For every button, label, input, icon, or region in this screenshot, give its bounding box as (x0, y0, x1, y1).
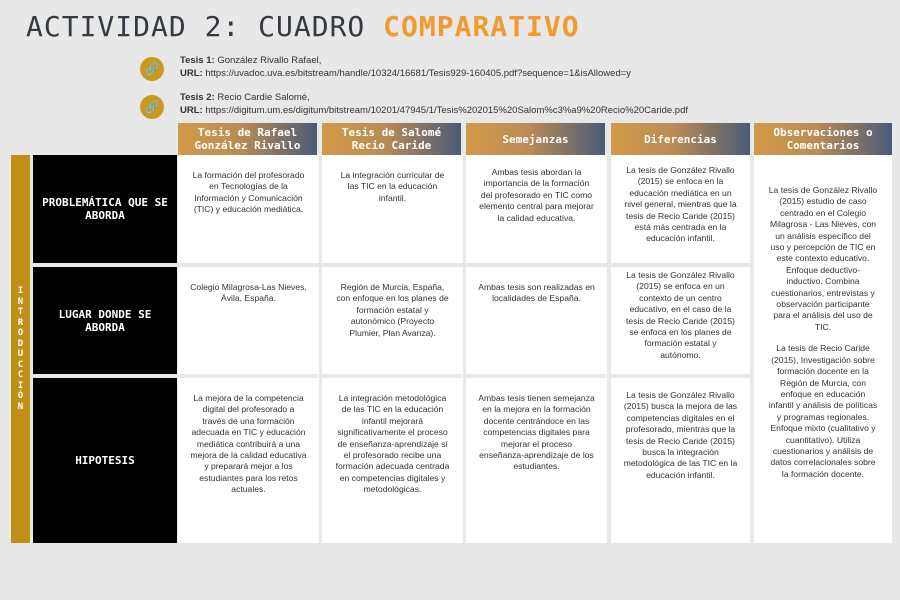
section-label-letter: C (17, 370, 24, 380)
column-header-observations: Observaciones o Comentarios (754, 123, 892, 155)
section-label-letter: O (17, 328, 24, 338)
section-label-letter: I (17, 286, 24, 296)
column-header-differences: Diferencias (611, 123, 750, 155)
table-cell: Región de Murcia, España, con enfoque en los planes de formación estatal y autonómico (Proyecto Plumier, Plan Avanza). (322, 267, 463, 374)
section-label-letter: R (17, 317, 24, 328)
section-label-introduccion (11, 155, 30, 543)
column-header-thesis-1: Tesis de Rafael González Rivallo (178, 123, 317, 155)
table-cell: La integración metodológica de las TIC en la educación infantil mejorará significativamente el proceso de enseñanza-aprendizaje si el profesorado recibe una formación adecuada centrada en competencias digitales y metodológicas. (322, 378, 463, 543)
section-label-letter: T (17, 307, 24, 317)
observation-thesis-1: La tesis de González Rivallo (2015) estudio de caso centrado en el Colegio Milagrosa - Las Nieves, con un análisis específico del uso y percepción de TIC en este contexto educativo. Enfoque deductivo-inductivo. Combina cuestionarios, entrevistas y observación participante para el análisis del uso de TIC. (768, 185, 878, 332)
column-header-similarities: Semejanzas (466, 123, 605, 155)
table-cell: La tesis de González Rivallo (2015) busca la mejora de las competencias digitales en el profesorado, mientras que la tesis de Recio Caride (2015) busca la integración metodológica de las TIC en la educación infantil. (611, 378, 750, 543)
table-cell: Ambas tesis tienen semejanza en la mejora en la formación docente centrándoce en las competencias digitales para mejorar el proceso enseñanza-aprendizaje de los estudiantes. (466, 378, 607, 543)
link-icon[interactable]: 🔗 (140, 95, 164, 119)
section-label-letter: N (17, 296, 24, 307)
table-cell: La mejora de la competencia digital del profesorado a través de una formación adecuada en TIC y educación mediática contribuirá a una mejora de la calidad educativa y preparará mejor a los estudiantes para los retos actuales. (178, 378, 319, 543)
section-label-letter: I (17, 380, 24, 391)
row-header-problematica: PROBLEMÁTICA QUE SE ABORDA (33, 155, 177, 263)
section-label-letter: D (17, 338, 24, 349)
table-cell: La formación del profesorado en Tecnologías de la Información y Comunicación (TIC) y educación mediática. (178, 155, 319, 263)
table-cell: Ambas tesis son realizadas en localidades de España. (466, 267, 607, 374)
table-cell: Colegio Milagrosa-Las Nieves, Ávila, España. (178, 267, 319, 374)
table-cell: La integración curricular de las TIC en la educación infantil. (322, 155, 463, 263)
row-header-hipotesis: HIPOTESIS (33, 378, 177, 543)
reference-url[interactable]: https://digitum.um.es/digitum/bitstream/10201/47945/1/Tesis%202015%20Salom%c3%a9%20Recio%20Caride.pdf (202, 105, 689, 116)
row-header-lugar: LUGAR DONDE SE ABORDA (33, 267, 177, 374)
reference-url[interactable]: https://uvadoc.uva.es/bitstream/handle/10324/16681/Tesis929-160405.pdf?sequence=1&isAllowed=y (202, 68, 632, 79)
table-cell: Ambas tesis abordan la importancia de la formación del profesorado en TIC como elemento central para mejorar la calidad educativa. (466, 155, 607, 263)
section-label-letter: Ó (17, 391, 24, 401)
table-cell: La tesis de González Rivallo (2015) se enfoca en un contexto de un centro educativo, en el caso de la tesis de Recio Caride (2015) se enfoca en los planes de formación estatal y autónomo. (611, 267, 750, 374)
section-label-letter: N (17, 401, 24, 412)
table-cell: La tesis de González Rivallo (2015) se enfoca en la educación mediática en un nivel general, mientras que la tesis de Recio Caride (2015) está más centrada en la educación infantil. (611, 155, 750, 263)
section-label-letter: C (17, 359, 24, 370)
section-label-letter: U (17, 349, 24, 359)
column-header-thesis-2: Tesis de Salomé Recio Caride (322, 123, 461, 155)
page-title: ACTIVIDAD 2: CUADRO COMPARATIVO (26, 10, 580, 43)
observation-thesis-2: La tesis de Recio Caride (2015), Investigación sobre formación docente en la Región de Murcia, con enfoque en educación infantil y análisis de políticas y programas regionales. Enfoque mixto (cualitativo y cuantitativo). Utiliza cuestionarios y análisis de datos correlacionales sobre la formación docente. (768, 343, 878, 479)
observations-cell (754, 155, 892, 543)
link-icon[interactable]: 🔗 (140, 57, 164, 81)
